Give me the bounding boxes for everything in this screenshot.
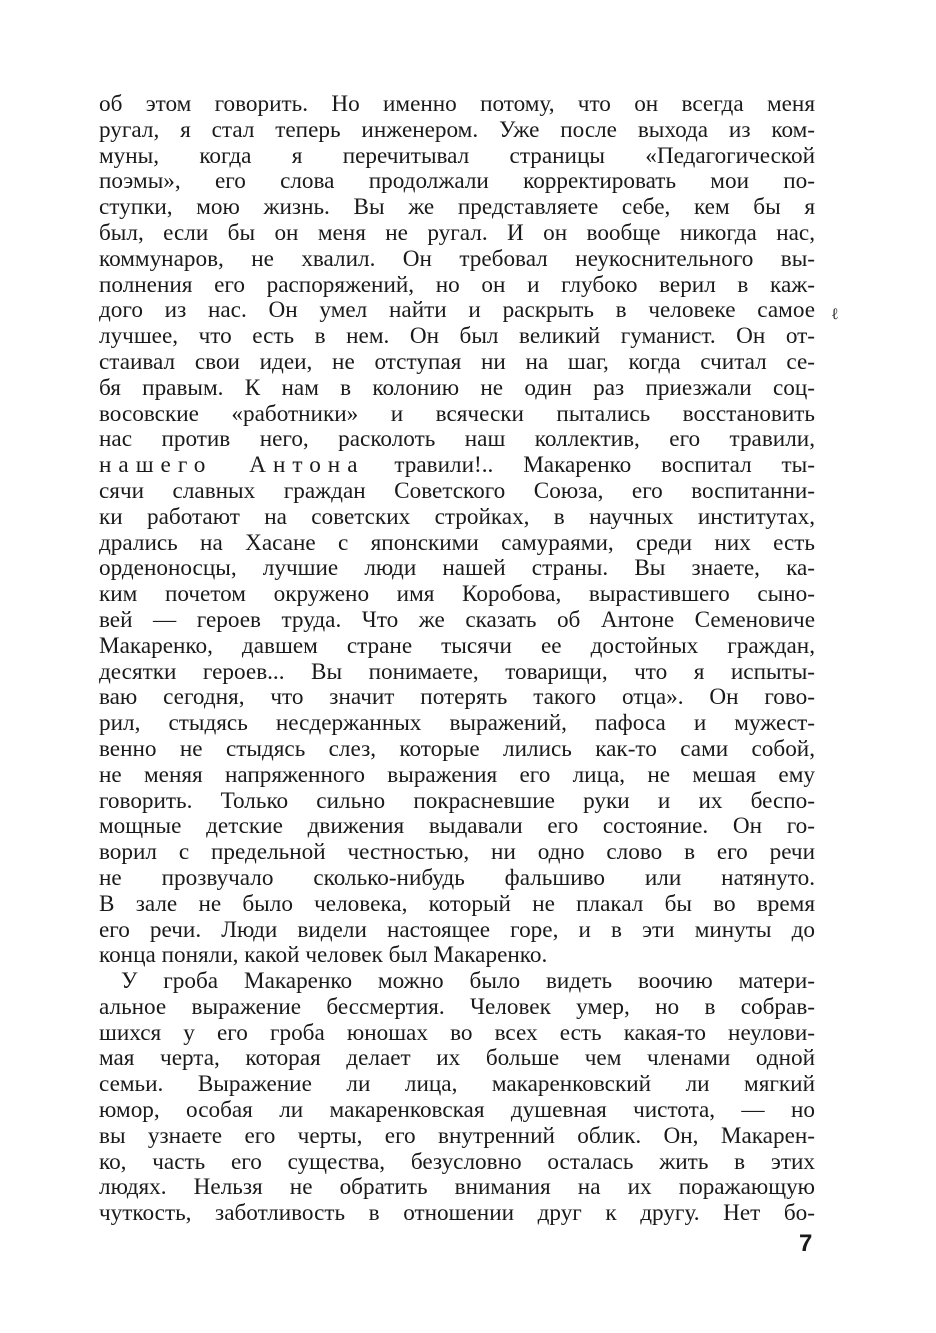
text-line: рил, стыдясь несдержанных выражений, пафоса и мужест- — [99, 710, 815, 737]
text-line: полнения его распоряжений, но он и глубоко верил в каж- — [99, 271, 815, 298]
margin-mark-icon: ℓ — [831, 306, 839, 323]
text-line: поэмы», его слова продолжали корректировать мои по- — [99, 168, 815, 195]
spaced-emphasis: нашего Антона — [99, 452, 365, 479]
page-number: 7 — [799, 1230, 813, 1257]
text-line: чуткость, заботливость в отношении друг к другу. Нет бо- — [99, 1200, 815, 1227]
text-line: ступки, мою жизнь. Вы же представляете себе, кем бы я — [99, 194, 815, 221]
text-line: В зале не было человека, который не плакал бы во время — [99, 890, 815, 917]
text-line: бя правым. К нам в колонию не один раз приезжали соц- — [99, 374, 815, 401]
text-line: ки работают на советских стройках, в научных институтах, — [99, 503, 815, 530]
text-line: мощные детские движения выдавали его состояние. Он го- — [99, 813, 815, 840]
text-line: вы узнаете его черты, его внутренний облик. Он, Макарен- — [99, 1122, 815, 1149]
text-line: его речи. Люди видели настоящее горе, и в эти минуты до — [99, 916, 815, 943]
text-line: десятки героев... Вы понимаете, товарищи, что я испыты- — [99, 658, 815, 685]
text-line: У гроба Макаренко можно было видеть воочию матери- — [121, 968, 815, 995]
paragraph-1 — [99, 92, 815, 969]
text-line: ваю сегодня, что значит потерять такого отца». Он гово- — [99, 684, 815, 711]
text-line: не прозвучало сколько-нибудь фальшиво или натянуто. — [99, 864, 815, 891]
text-line: восовские «работники» и всячески пытались восстановить — [99, 400, 815, 427]
text-line: ворил с предельной честностью, ни одно слово в его речи — [99, 839, 815, 866]
text-line: лучшее, что есть в нем. Он был великий гуманист. Он от- — [99, 323, 815, 350]
text-line: говорить. Только сильно покрасневшие руки и их беспо- — [99, 787, 815, 814]
text-line: коммунаров, не хвалил. Он требовал неукоснительного вы- — [99, 245, 815, 272]
text-line: семьи. Выражение ли лица, макаренковский ли мягкий — [99, 1071, 815, 1098]
text-line: об этом говорить. Но именно потому, что он всегда меня — [99, 91, 815, 117]
text-line: дрались на Хасане с японскими самураями, среди них есть — [99, 529, 815, 556]
text-line-spaced — [99, 453, 815, 479]
text-line: не меняя напряженного выражения его лица, не мешая ему — [99, 761, 815, 788]
text-line-tail: травили!.. Макаренко воспитал ты- — [364, 452, 815, 479]
text-line: орденоносцы, лучшие люди нашей страны. Вы знаете, ка- — [99, 555, 815, 582]
text-line: венно не стыдясь слез, которые лились как-то сами собой, — [99, 735, 815, 762]
page-text — [99, 92, 815, 1227]
text-line: нас против него, расколоть наш коллектив, его травили, — [99, 426, 815, 453]
text-line: ко, часть его существа, безусловно осталась жить в этих — [99, 1148, 815, 1175]
text-line: ким почетом окружено имя Коробова, вырастившего сыно- — [99, 581, 815, 608]
text-line: альное выражение бессмертия. Человек умер, но в собрав- — [99, 993, 815, 1020]
paragraph-2 — [99, 969, 815, 1227]
text-line: мая черта, которая делает их больше чем членами одной — [99, 1045, 815, 1072]
text-line: муны, когда я перечитывал страницы «Педагогической — [99, 142, 815, 169]
text-line: сячи славных граждан Советского Союза, его воспитанни- — [99, 477, 815, 504]
text-line: юмор, особая ли макаренковская душевная чистота, — но — [99, 1097, 815, 1124]
text-line: конца поняли, какой человек был Макаренко. — [99, 942, 548, 969]
text-line: дого из нас. Он умел найти и раскрыть в человеке самое — [99, 297, 815, 324]
text-line: Макаренко, давшем стране тысячи ее достойных граждан, — [99, 632, 815, 659]
text-line: ругал, я стал теперь инженером. Уже после выхода из ком- — [99, 116, 815, 143]
text-line: стаивал свои идеи, не отступая ни на шаг, когда считал се- — [99, 348, 815, 375]
text-line: людях. Нельзя не обратить внимания на их поражающую — [99, 1174, 815, 1201]
text-line: шихся у его гроба юношах во всех есть какая-то неулови- — [99, 1019, 815, 1046]
text-line: вей — героев труда. Что же сказать об Антоне Семеновиче — [99, 606, 815, 633]
text-line: был, если бы он меня не ругал. И он вообще никогда нас, — [99, 219, 815, 246]
